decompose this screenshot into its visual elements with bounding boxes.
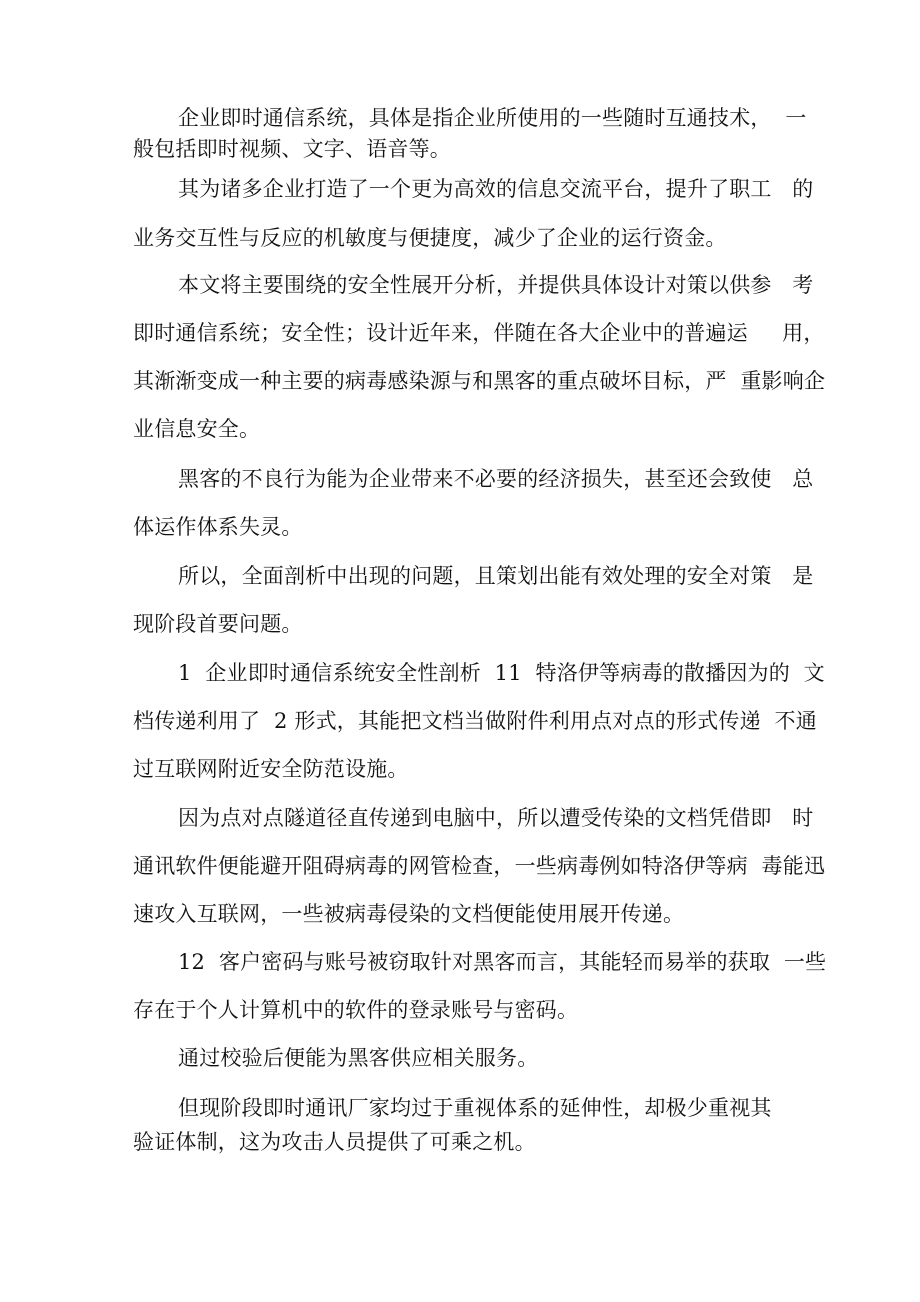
paragraph-7-line-2: 通讯软件便能避开阻碍病毒的网管检查，一些病毒例如特洛伊等病 毒能迅 [133, 854, 826, 878]
paragraph-9-line-1: 通过校验后便能为黑客供应相关服务。 [178, 1046, 539, 1070]
paragraph-6-line-1: 1 企业即时通信系统安全性剖析 11 特洛伊等病毒的散播因为的 文 [178, 661, 825, 685]
paragraph-8-line-1: 12 客户密码与账号被窃取针对黑客而言，其能轻而易举的获取 一些 [178, 950, 827, 974]
paragraph-2-line-2: 业务交互性与反应的机敏度与便捷度，减少了企业的运行资金。 [133, 226, 727, 250]
paragraph-5-line-2: 现阶段首要问题。 [133, 612, 303, 636]
paragraph-10-line-2: 验证体制，这为攻击人员提供了可乘之机。 [133, 1130, 536, 1154]
paragraph-1-line-2: 般包括即时视频、文字、语音等。 [133, 137, 451, 161]
paragraph-3-line-2: 即时通信系统；安全性；设计近年来，伴随在各大企业中的普遍运 用， [133, 321, 825, 345]
paragraph-2-line-1: 其为诸多企业打造了一个更为高效的信息交流平台，提升了职工 的 [178, 177, 814, 201]
paragraph-3-line-4: 业信息安全。 [133, 417, 261, 441]
paragraph-4-line-2: 体运作体系失灵。 [133, 515, 303, 539]
paragraph-8-line-2: 存在于个人计算机中的软件的登录账号与密码。 [133, 998, 579, 1022]
paragraph-7-line-3: 速攻入互联网，一些被病毒侵染的文档便能使用展开传递。 [133, 902, 685, 926]
paragraph-3-line-3: 其渐渐变成一种主要的病毒感染源与和黑客的重点破坏目标，严 重影响企 [133, 369, 826, 393]
paragraph-5-line-1: 所以，全面剖析中出现的问题，且策划出能有效处理的安全对策 是 [178, 564, 814, 588]
paragraph-1-line-1: 企业即时通信系统，具体是指企业所使用的一些随时互通技术， 一 [178, 106, 807, 130]
paragraph-10-line-1: 但现阶段即时通讯厂家均过于重视体系的延伸性，却极少重视其 [178, 1096, 772, 1120]
paragraph-3-line-1: 本文将主要围绕的安全性展开分析，并提供具体设计对策以供参 考 [178, 273, 814, 297]
paragraph-7-line-1: 因为点对点隧道径直传递到电脑中，所以遭受传染的文档凭借即 时 [178, 806, 814, 830]
paragraph-4-line-1: 黑客的不良行为能为企业带来不必要的经济损失，甚至还会致使 总 [178, 467, 814, 491]
paragraph-6-line-2: 档传递利用了 2 形式，其能把文档当做附件利用点对点的形式传递 不通 [133, 709, 817, 733]
paragraph-6-line-3: 过互联网附近安全防范设施。 [133, 757, 409, 781]
